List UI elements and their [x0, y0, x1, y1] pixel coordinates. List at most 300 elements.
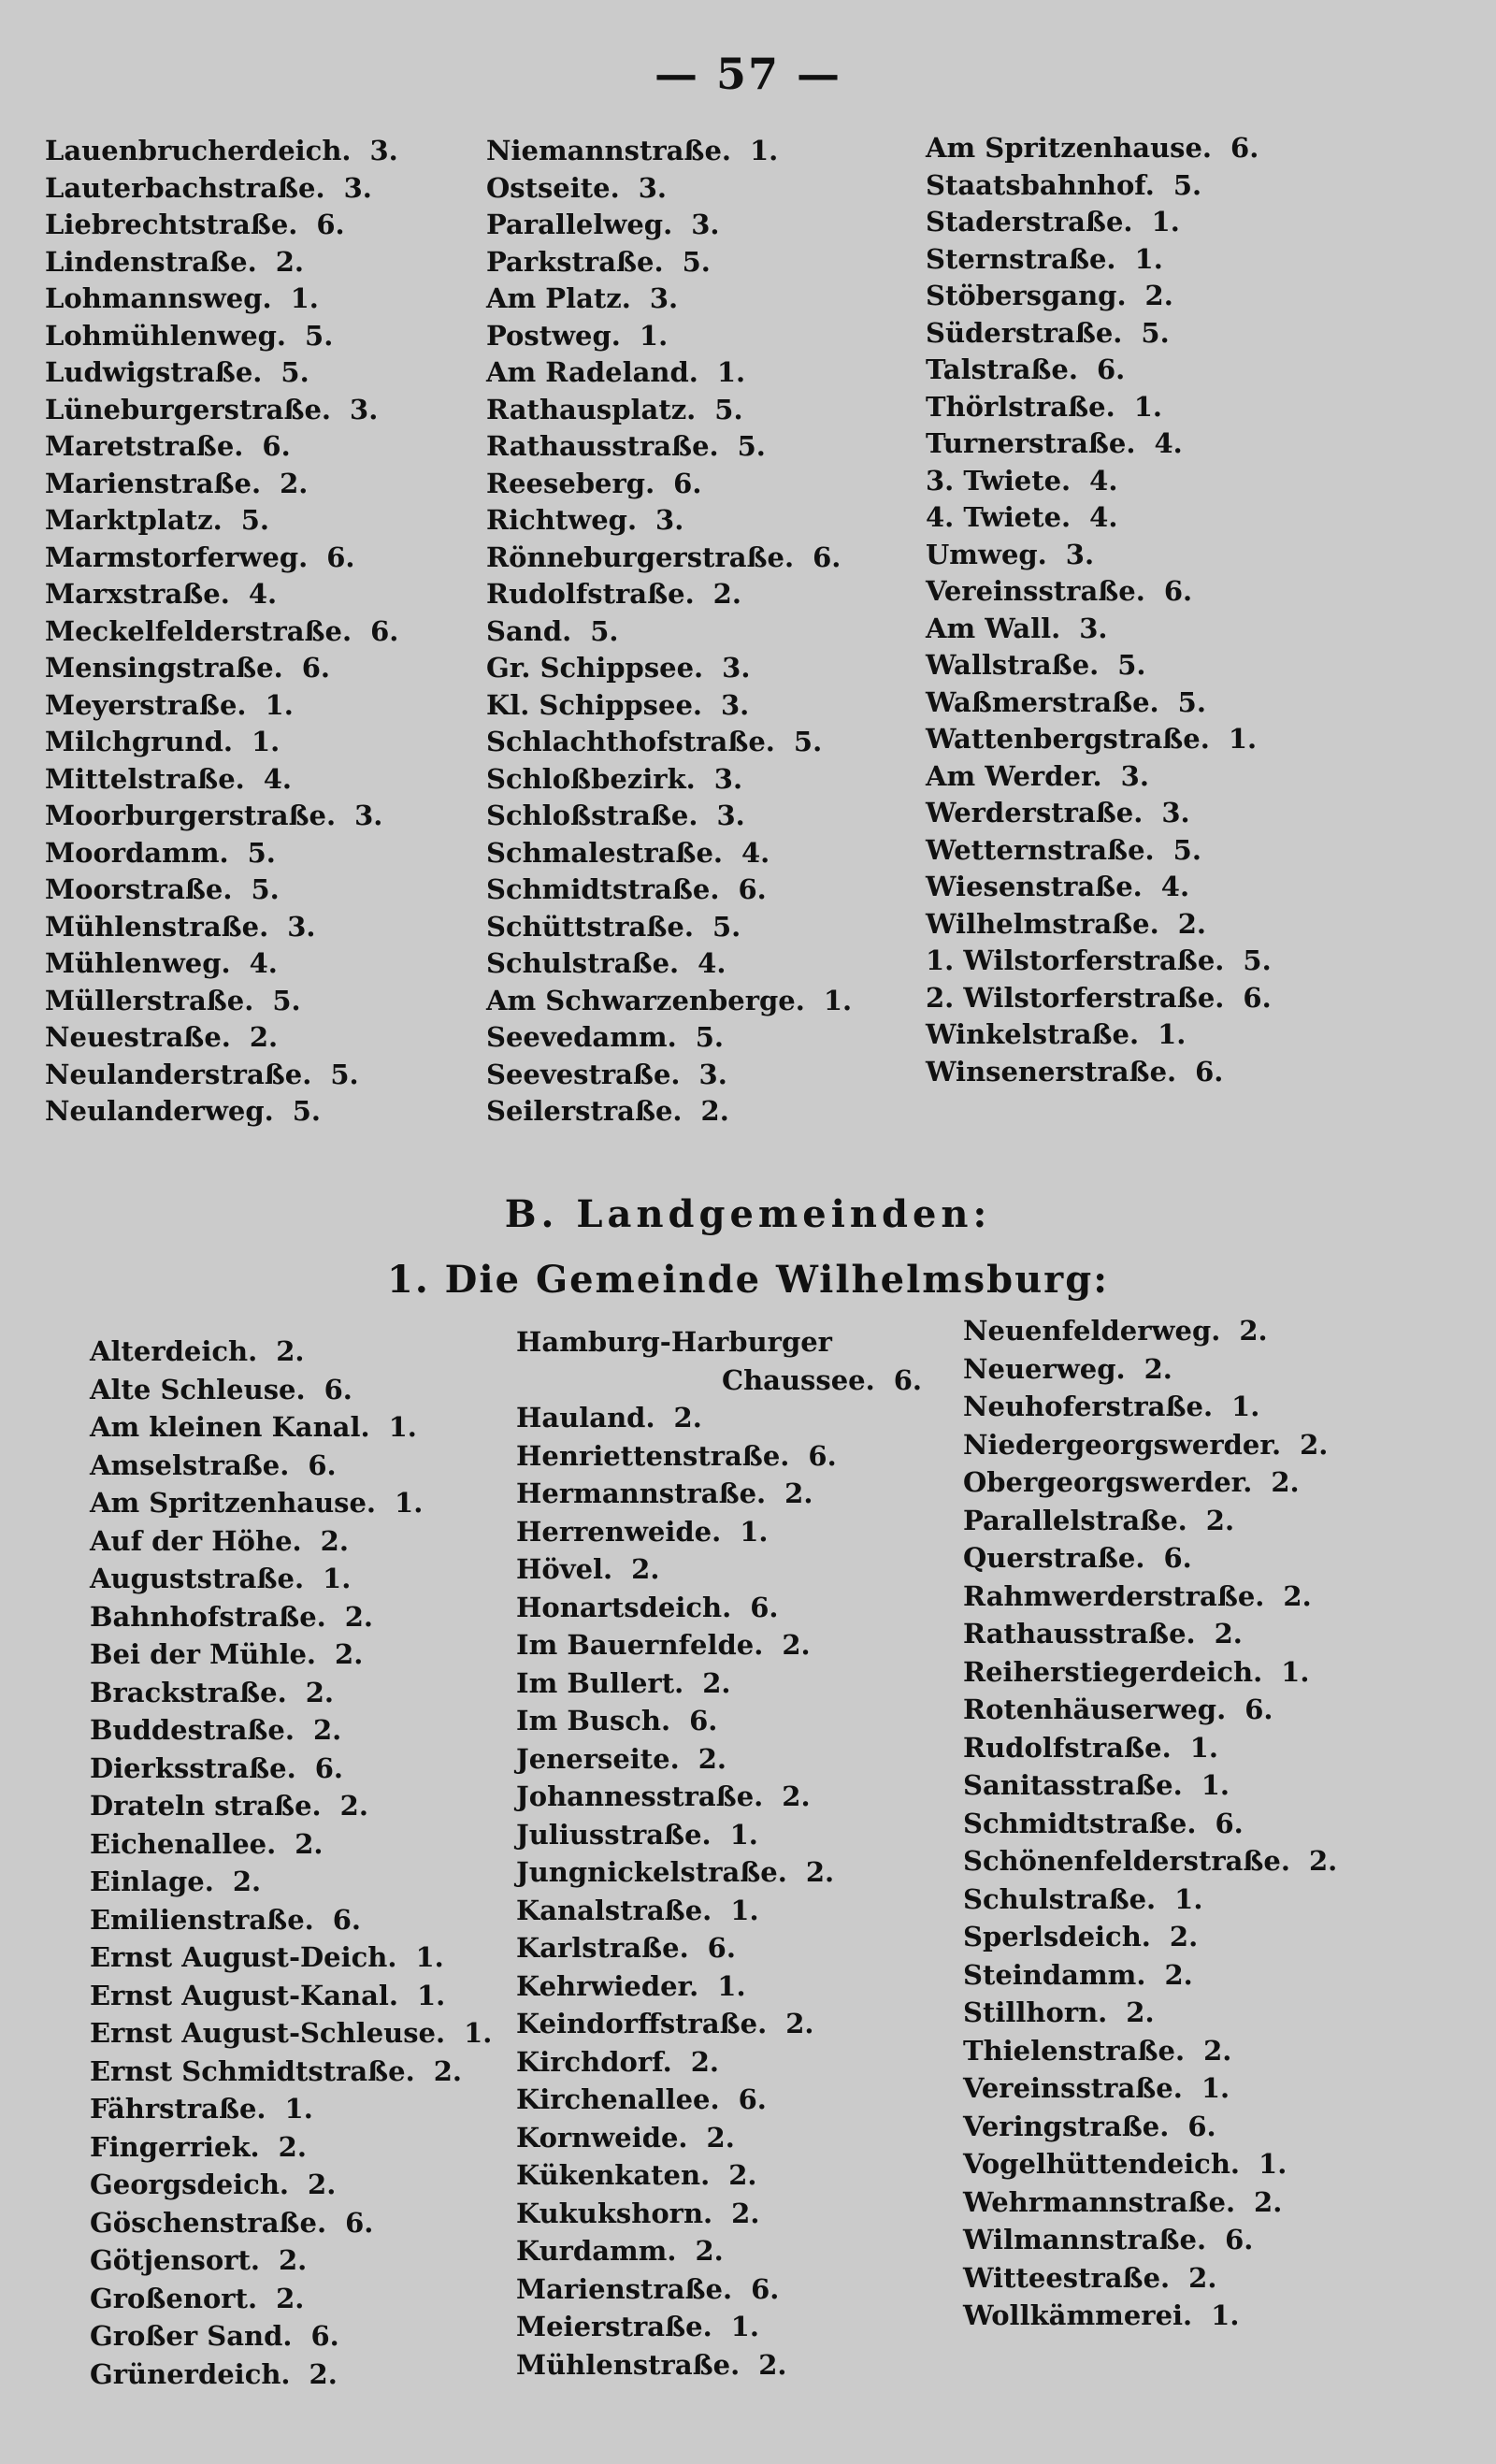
street-entry — [516, 1550, 922, 1589]
street-entry — [45, 576, 398, 613]
street-entry — [963, 1463, 1337, 1502]
street-name: Neuestraße. — [45, 1021, 231, 1053]
street-entry — [926, 204, 1272, 241]
district-number: 5. — [1141, 316, 1170, 349]
district-number: 6. — [893, 1363, 922, 1396]
section-b-column-1 — [90, 1333, 492, 2393]
street-name: Kehrwieder. — [516, 1969, 699, 2002]
district-number: 5. — [793, 726, 823, 757]
street-entry — [926, 352, 1272, 389]
district-number: 2. — [1308, 1845, 1338, 1877]
district-number: 6. — [310, 2320, 339, 2352]
district-number: 6. — [1244, 1693, 1273, 1725]
street-entry — [90, 1977, 492, 2015]
street-name: Schmidtstraße. — [963, 1807, 1197, 1839]
district-number: 1. — [1211, 2299, 1240, 2331]
street-entry — [963, 1918, 1337, 1956]
street-entry — [516, 2043, 922, 2082]
district-number: 3. — [354, 800, 383, 831]
street-entry — [516, 1967, 922, 2006]
district-number: 5. — [272, 984, 301, 1016]
street-name: Am Spritzenhause. — [926, 132, 1213, 164]
street-entry — [90, 1938, 492, 1977]
street-name: Moorstraße. — [45, 873, 233, 905]
district-number: 5. — [251, 873, 280, 905]
street-name: Neulanderweg. — [45, 1095, 274, 1127]
district-number: 2. — [1177, 907, 1206, 940]
street-name: Mühlenweg. — [45, 947, 231, 979]
street-entry — [90, 2356, 492, 2394]
district-number: 6. — [316, 209, 345, 240]
street-entry — [926, 906, 1272, 944]
district-number: 2. — [1126, 1996, 1155, 2028]
street-entry — [516, 1513, 922, 1551]
street-name: Kukukshorn. — [516, 2197, 713, 2229]
street-entry — [963, 1312, 1337, 1350]
street-entry — [45, 983, 398, 1020]
street-name: Neuenfelderweg. — [963, 1315, 1221, 1347]
district-number: 1. — [730, 1894, 759, 1926]
street-name: Sanitasstraße. — [963, 1769, 1183, 1801]
street-name: Großer Sand. — [90, 2320, 293, 2352]
street-entry — [45, 244, 398, 281]
street-name: Brackstraße. — [90, 1676, 287, 1708]
district-number: 6. — [1215, 1807, 1244, 1839]
street-name: Niemannstraße. — [486, 135, 731, 166]
district-number: 3. — [343, 171, 372, 204]
street-entry — [516, 1475, 922, 1513]
street-entry — [516, 1626, 922, 1664]
street-name: Gr. Schippsee. — [486, 652, 704, 684]
street-name: Sternstraße. — [926, 242, 1116, 275]
district-number: 3. — [649, 282, 679, 314]
street-name: Kükenkaten. — [516, 2159, 711, 2191]
street-entry — [486, 576, 852, 613]
street-name: Kirchenallee. — [516, 2083, 720, 2115]
street-name: Göschenstraße. — [90, 2206, 327, 2239]
street-name: Grünerdeich. — [90, 2357, 291, 2390]
street-name: Alte Schleuse. — [90, 1373, 306, 1405]
street-entry — [516, 2346, 922, 2385]
district-number: 2. — [335, 1638, 364, 1670]
street-name: Wetternstraße. — [926, 833, 1155, 866]
street-name: Am Wall. — [926, 612, 1061, 644]
street-entry — [963, 1426, 1337, 1464]
street-entry — [45, 318, 398, 355]
district-number: 4. — [248, 578, 278, 610]
district-number: 2. — [249, 1021, 279, 1053]
street-name: Im Busch. — [516, 1705, 671, 1736]
street-name: Lohmühlenweg. — [45, 319, 287, 352]
street-name: Schulstraße. — [486, 947, 680, 979]
street-entry — [516, 1437, 922, 1476]
street-entry — [45, 170, 398, 208]
street-entry — [90, 1825, 492, 1864]
street-name: Kurdamm. — [516, 2235, 677, 2267]
street-entry — [926, 315, 1272, 353]
street-name: Wiesenstraße. — [926, 871, 1143, 902]
district-number: 2. — [232, 1866, 262, 1897]
street-entry — [926, 499, 1272, 537]
street-name: Wehrmannstraße. — [963, 2185, 1236, 2218]
street-entry — [963, 1994, 1337, 2032]
district-number: 1. — [284, 2093, 313, 2125]
street-entry — [963, 1956, 1337, 1995]
street-name: 1. Wilstorferstraße. — [926, 944, 1225, 976]
street-name: Mittelstraße. — [45, 762, 245, 795]
street-entry — [90, 2317, 492, 2356]
street-entry — [45, 1057, 398, 1094]
district-number: 2. — [700, 1095, 729, 1127]
street-entry — [486, 466, 852, 503]
street-name: Neulanderstraße. — [45, 1058, 312, 1090]
street-entry — [963, 2069, 1337, 2108]
street-name: Bei der Mühle. — [90, 1638, 317, 1670]
district-number: 1. — [1133, 390, 1162, 423]
street-name: Rudolfstraße. — [486, 578, 695, 610]
street-entry — [45, 945, 398, 983]
street-name: Umweg. — [926, 538, 1047, 570]
district-number: 2. — [702, 1666, 731, 1699]
district-number: 6. — [738, 2083, 767, 2115]
street-entry — [926, 573, 1272, 611]
district-number: 3. — [721, 688, 750, 721]
street-entry — [926, 758, 1272, 796]
street-name: Bahnhofstraße. — [90, 1600, 326, 1633]
street-name: Mühlenstraße. — [516, 2348, 741, 2381]
district-number: 3. — [716, 800, 745, 831]
street-name: Einlage. — [90, 1866, 214, 1897]
district-number: 6. — [370, 614, 399, 647]
street-name: Lindenstraße. — [45, 245, 257, 278]
district-number: 1. — [265, 688, 294, 721]
street-entry — [516, 1929, 922, 1967]
street-entry — [90, 1371, 492, 1409]
district-number: 2. — [1164, 1958, 1193, 1991]
district-number: 5. — [695, 1021, 724, 1053]
district-number: 2. — [1254, 2185, 1283, 2218]
street-name: Rönneburgerstraße. — [486, 540, 795, 573]
street-entry — [516, 1778, 922, 1816]
street-entry — [486, 392, 852, 429]
district-number: 1. — [415, 1941, 444, 1973]
street-entry — [90, 1447, 492, 1485]
street-entry — [926, 425, 1272, 463]
district-number: 5. — [712, 910, 741, 943]
district-number: 5. — [305, 319, 334, 352]
street-entry — [926, 684, 1272, 722]
district-number: 1. — [823, 984, 853, 1016]
street-entry — [926, 1016, 1272, 1054]
street-entry — [516, 1589, 922, 1627]
street-name: Wilhelmstraße. — [926, 907, 1159, 940]
street-name: Schlachthofstraße. — [486, 726, 775, 757]
district-number: 6. — [689, 1705, 718, 1736]
street-entry — [486, 761, 852, 799]
street-entry — [90, 1635, 492, 1674]
street-name: Werderstraße. — [926, 797, 1144, 829]
street-name: Hauland. — [516, 1402, 655, 1434]
street-entry — [926, 721, 1272, 758]
district-number: 2. — [278, 2244, 308, 2276]
street-entry — [926, 241, 1272, 279]
street-name: Vereinsstraße. — [963, 2072, 1183, 2104]
street-entry — [926, 647, 1272, 684]
street-entry — [926, 980, 1272, 1017]
street-name: Eichenallee. — [90, 1827, 277, 1860]
district-number: 6. — [1096, 353, 1126, 385]
district-number: 3. — [1079, 612, 1108, 644]
district-number: 3. — [638, 171, 668, 204]
street-name: Rudolfstraße. — [963, 1731, 1172, 1764]
street-entry — [516, 2195, 922, 2233]
street-entry — [486, 872, 852, 909]
street-name: Am Schwarzenberge. — [486, 984, 805, 1016]
street-entry — [486, 945, 852, 983]
street-entry — [486, 540, 852, 577]
street-name: Veringstraße. — [963, 2110, 1170, 2142]
street-entry — [45, 798, 398, 835]
district-number: 6. — [813, 540, 842, 573]
street-entry — [516, 2005, 922, 2043]
street-entry — [90, 2204, 492, 2242]
district-number: 6. — [308, 1448, 337, 1481]
district-number: 1. — [416, 1979, 446, 2011]
district-number: 5. — [1172, 168, 1202, 201]
district-number: 6. — [324, 1373, 352, 1405]
street-entry — [45, 650, 398, 687]
street-name: Neuerweg. — [963, 1352, 1126, 1385]
street-entry — [963, 2221, 1337, 2259]
street-name: Amselstraße. — [90, 1448, 290, 1481]
district-number: 5. — [330, 1058, 359, 1090]
subsection-title: 1. Die Gemeinde Wilhelmsburg: — [387, 1258, 1109, 1302]
district-number: 2. — [305, 1676, 334, 1708]
district-number: 2. — [1214, 1618, 1243, 1650]
street-entry — [963, 1805, 1337, 1843]
district-number: 3. — [713, 762, 743, 795]
street-entry — [926, 389, 1272, 426]
street-name: Jenerseite. — [516, 1742, 680, 1775]
street-entry — [516, 1702, 922, 1740]
street-entry — [90, 1484, 492, 1522]
district-number: 2. — [433, 2054, 462, 2087]
district-number: 2. — [731, 2197, 760, 2229]
street-name: Milchgrund. — [45, 726, 233, 757]
street-entry — [963, 1615, 1337, 1653]
street-name: Postweg. — [486, 319, 621, 352]
street-name: Götjensort. — [90, 2244, 260, 2276]
street-entry — [963, 2259, 1337, 2298]
street-entry — [45, 613, 398, 651]
street-entry — [486, 798, 852, 835]
street-name: Am kleinen Kanal. — [90, 1411, 370, 1443]
section-a-column-3 — [926, 130, 1272, 1090]
district-number: 2. — [728, 2159, 757, 2191]
district-number: 2. — [631, 1553, 660, 1585]
street-entry — [963, 1502, 1337, 1540]
street-entry — [45, 502, 398, 540]
district-number: 2. — [784, 1477, 813, 1509]
district-number: 2. — [695, 2235, 724, 2267]
street-name: Richtweg. — [486, 504, 638, 536]
district-number: 1. — [716, 356, 746, 388]
street-entry — [486, 650, 852, 687]
district-number: 2. — [276, 2282, 305, 2314]
street-entry — [516, 1816, 922, 1854]
district-number: 1. — [1231, 1391, 1260, 1422]
street-name: Lauterbachstraße. — [45, 171, 325, 204]
street-name: Meierstraße. — [516, 2311, 712, 2342]
district-number: 4. — [263, 762, 293, 795]
street-name: Stöbersgang. — [926, 280, 1127, 311]
street-entry — [926, 278, 1272, 315]
street-entry — [963, 1691, 1337, 1729]
street-name: Thörlstraße. — [926, 390, 1115, 423]
street-name: Lohmannsweg. — [45, 282, 272, 314]
street-name: Seevestraße. — [486, 1058, 681, 1090]
district-number: 6. — [1163, 1542, 1192, 1574]
street-entry — [90, 1674, 492, 1712]
street-name: Rathausstraße. — [963, 1618, 1196, 1650]
street-entry — [45, 392, 398, 429]
district-number: 4. — [1160, 871, 1190, 902]
street-entry — [45, 133, 398, 170]
street-name: Wilmannstraße. — [963, 2224, 1207, 2255]
street-name: Wollkämmerei. — [963, 2299, 1193, 2331]
street-entry — [926, 832, 1272, 870]
street-name: Süderstraße. — [926, 316, 1123, 349]
street-entry — [963, 1842, 1337, 1880]
street-entry — [516, 2156, 922, 2195]
district-number: 6. — [1163, 575, 1193, 607]
district-number: 5. — [1177, 685, 1206, 718]
district-number: 2. — [1144, 280, 1173, 311]
street-entry — [45, 872, 398, 909]
street-name: Sand. — [486, 614, 572, 647]
district-number: 6. — [707, 1932, 736, 1964]
street-entry — [486, 1093, 852, 1131]
street-entry — [926, 167, 1272, 205]
street-name: Winsenerstraße. — [926, 1055, 1177, 1088]
street-name: Stillhorn. — [963, 1996, 1108, 2028]
street-name: 3. Twiete. — [926, 464, 1072, 497]
district-number: 4. — [1154, 427, 1183, 459]
street-name: Parkstraße. — [486, 245, 664, 278]
district-number: 4. — [741, 836, 770, 869]
district-number: 3. — [1065, 538, 1095, 570]
street-name: Buddestraße. — [90, 1714, 295, 1746]
district-number: 6. — [314, 1751, 343, 1784]
street-name: Auf der Höhe. — [90, 1524, 302, 1557]
district-number: 5. — [1243, 944, 1272, 976]
district-number: 3. — [722, 652, 751, 684]
street-name: Wallstraße. — [926, 649, 1100, 681]
street-entry — [516, 1740, 922, 1779]
street-name: Liebrechtstraße. — [45, 209, 298, 240]
district-number: 2. — [339, 1790, 368, 1822]
street-entry — [486, 835, 852, 872]
district-number: 1. — [251, 726, 280, 757]
district-number: 3. — [287, 910, 316, 943]
street-entry — [45, 428, 398, 466]
district-number: 1. — [1174, 1882, 1203, 1915]
district-number: 6. — [750, 1591, 779, 1623]
district-number: 6. — [345, 2206, 374, 2239]
street-entry — [45, 687, 398, 725]
street-entry — [963, 2145, 1337, 2183]
street-name: Fingerriek. — [90, 2130, 260, 2163]
district-number: 2. — [785, 2008, 814, 2039]
district-number: 5. — [247, 836, 276, 869]
district-number: 1. — [1201, 2072, 1230, 2104]
street-entry — [90, 2166, 492, 2204]
district-number: 6. — [301, 652, 330, 684]
street-name: Dierksstraße. — [90, 1751, 296, 1784]
street-name: Meckelfelderstraße. — [45, 614, 352, 647]
district-number: 6. — [1230, 132, 1259, 164]
district-number: 3. — [1161, 797, 1190, 829]
street-name: Lauenbrucherdeich. — [45, 135, 352, 166]
street-name: Emilienstraße. — [90, 1903, 314, 1936]
street-entry — [963, 2297, 1337, 2335]
street-entry — [963, 2183, 1337, 2222]
district-number: 1. — [1151, 206, 1180, 238]
district-number: 2. — [782, 1780, 811, 1812]
street-entry — [516, 2119, 922, 2157]
street-name: Kl. Schippsee. — [486, 688, 702, 721]
district-number: 2. — [344, 1600, 374, 1633]
street-entry — [516, 2270, 922, 2309]
street-entry — [486, 909, 852, 946]
street-entry — [45, 1019, 398, 1057]
street-name: Johannesstraße. — [516, 1780, 764, 1812]
district-number: 6. — [673, 467, 702, 499]
street-name: Mensingstraße. — [45, 652, 283, 684]
district-number: 1. — [1158, 1018, 1187, 1050]
district-number: 5. — [714, 393, 743, 425]
street-entry — [90, 1522, 492, 1561]
street-name: Sperlsdeich. — [963, 1921, 1151, 1952]
district-number: 2. — [280, 467, 309, 499]
street-name: Ernst August-Kanal. — [90, 1979, 398, 2011]
street-name: Neuhoferstraße. — [963, 1391, 1214, 1422]
district-number: 2. — [805, 1856, 835, 1888]
district-number: 2. — [278, 2130, 307, 2163]
street-name: Parallelstraße. — [963, 1504, 1187, 1536]
district-number: 1. — [1134, 242, 1163, 275]
district-number: 1. — [730, 2311, 759, 2342]
district-number: 2. — [1144, 1352, 1172, 1385]
street-name: Am Radeland. — [486, 356, 698, 388]
district-number: 6. — [1195, 1055, 1224, 1088]
section-a-column-1 — [45, 133, 398, 1131]
district-number: 1. — [740, 1515, 769, 1548]
street-name: Schmidtstraße. — [486, 873, 720, 905]
street-entry — [963, 1578, 1337, 1616]
district-number: 1. — [1201, 1769, 1230, 1801]
street-name: Im Bauernfelde. — [516, 1629, 764, 1661]
street-entry — [45, 354, 398, 392]
district-number: 1. — [290, 282, 319, 314]
street-entry — [90, 1750, 492, 1788]
street-entry — [90, 1863, 492, 1901]
district-number: 2. — [1239, 1315, 1268, 1347]
street-name: Jungnickelstraße. — [516, 1856, 787, 1888]
street-name: 2. Wilstorferstraße. — [926, 981, 1225, 1014]
district-number: 2. — [295, 1827, 324, 1860]
street-entry — [486, 724, 852, 761]
